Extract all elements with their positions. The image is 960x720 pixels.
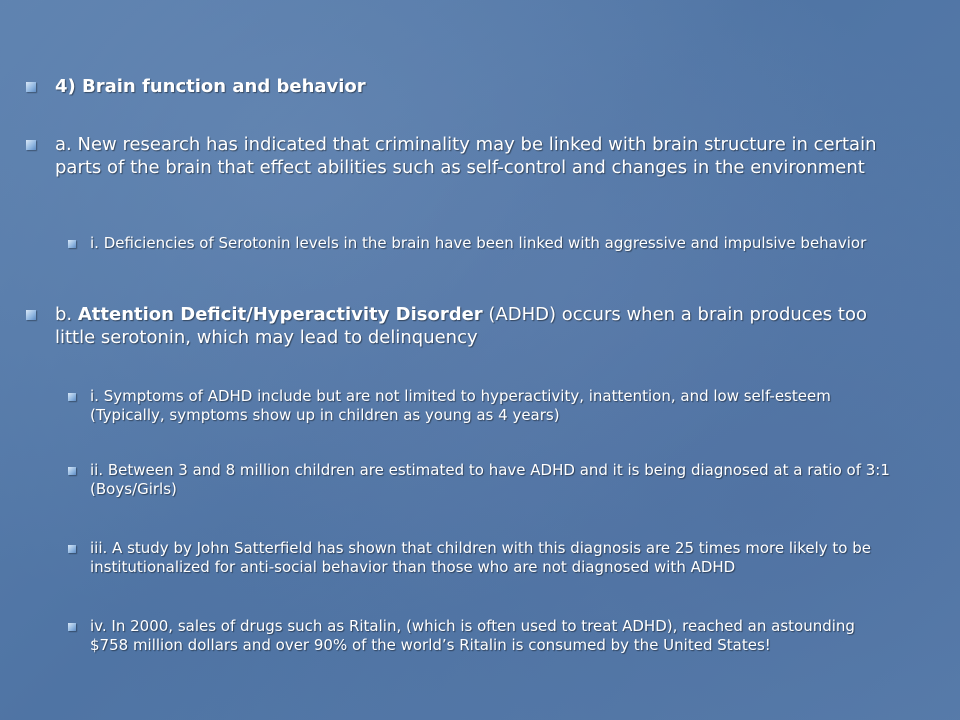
point-b-item (26, 303, 896, 349)
point-b-bold-term: Attention Deficit/Hyperactivity Disorder (77, 304, 483, 325)
point-b-ii-text: ii. Between 3 and 8 million children are estimated to have ADHD and it is being diagnosed at a ratio of 3:1 (Boys/Girls) (90, 461, 890, 499)
point-b-iv-item (68, 617, 888, 655)
point-b-iii-text: iii. A study by John Satterfield has shown that children with this diagnosis are 25 times more likely to be institutionalized for anti-social behavior than those who are not diagnosed with ADHD (90, 539, 871, 577)
point-a-text: a. New research has indicated that criminality may be linked with brain structure in certain parts of the brain that effect abilities such as self-control and changes in the environment (55, 134, 877, 179)
square-bullet-icon (68, 240, 76, 248)
slide-heading: 4) Brain function and behavior (55, 76, 366, 97)
point-b-iii-item (68, 539, 908, 577)
square-bullet-icon (68, 393, 76, 401)
point-b-text: b. Attention Deficit/Hyperactivity Disorder (ADHD) occurs when a brain produces too little serotonin, which may lead to delinquency (55, 304, 867, 349)
point-b-ii-item (68, 461, 898, 499)
square-bullet-icon (68, 545, 76, 553)
square-bullet-icon (68, 623, 76, 631)
point-a-item (26, 133, 886, 179)
square-bullet-icon (26, 310, 36, 320)
point-b-iv-text: iv. In 2000, sales of drugs such as Ritalin, (which is often used to treat ADHD), reached an astounding $758 million dollars and over 90% of the world’s Ritalin is consumed by the United States! (90, 617, 855, 655)
square-bullet-icon (26, 82, 36, 92)
point-b-i-text: i. Symptoms of ADHD include but are not limited to hyperactivity, inattention, and low self-esteem (Typically, symptoms show up in children as young as 4 years) (90, 387, 831, 425)
point-b-i-item (68, 387, 868, 425)
heading-item (26, 75, 926, 98)
point-a-i-text: i. Deficiencies of Serotonin levels in the brain have been linked with aggressive and impulsive behavior (90, 234, 867, 252)
square-bullet-icon (68, 467, 76, 475)
square-bullet-icon (26, 140, 36, 150)
point-a-i-item (68, 234, 898, 253)
